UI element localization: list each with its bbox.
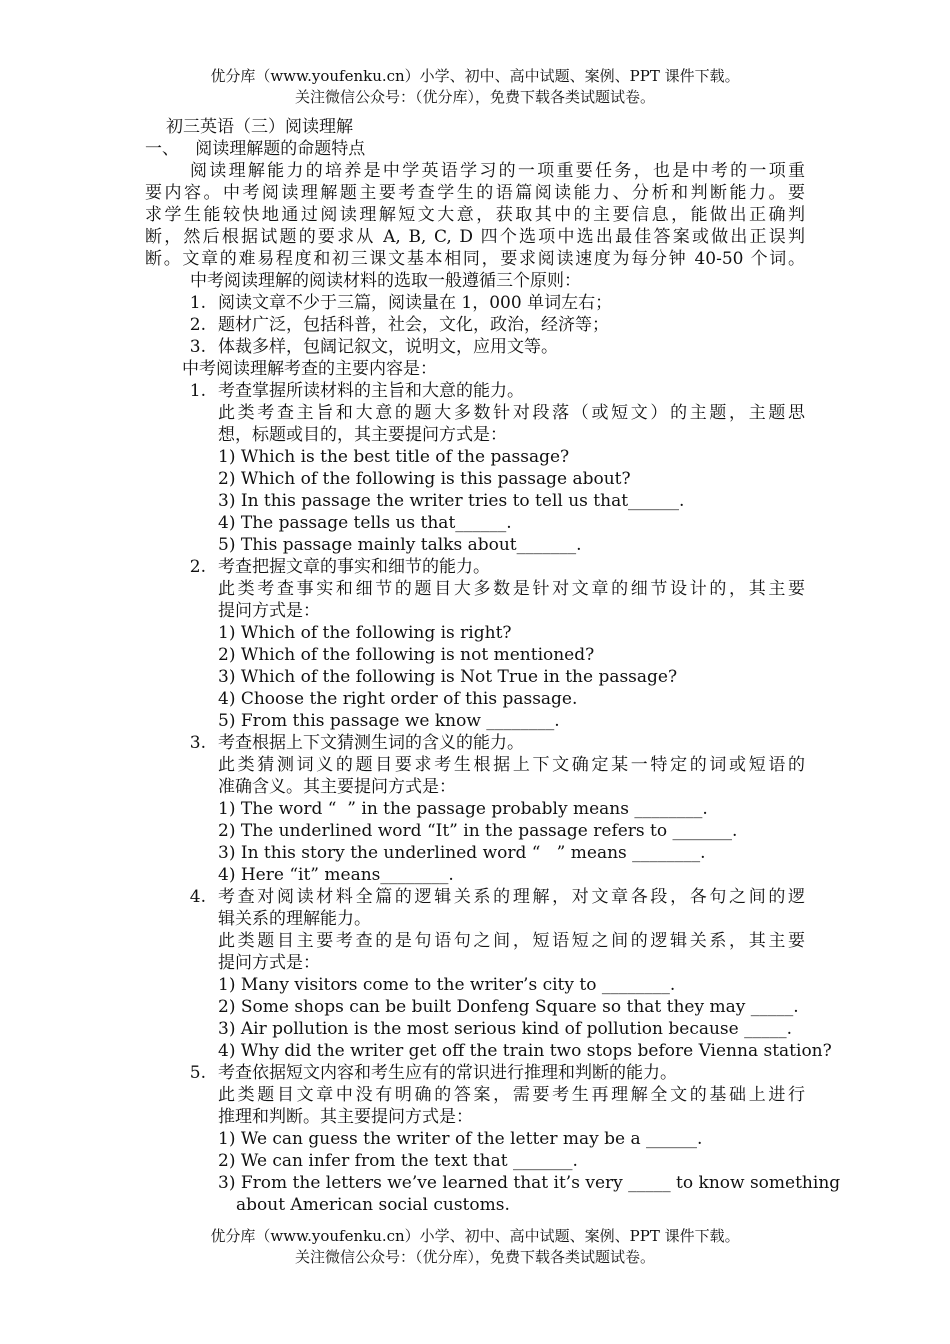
question-line: 2) Which of the following is not mentioned? <box>218 645 595 665</box>
item-desc: 提问方式是： <box>218 601 320 621</box>
list-number: 2. <box>189 557 206 577</box>
item-heading: 考查依据短文内容和考生应有的常识进行推理和判断的能力。 <box>218 1063 677 1083</box>
question-line: 2) The underlined word “It” in the passage refers to _______. <box>218 821 738 841</box>
question-line: 4) The passage tells us that______. <box>218 513 512 533</box>
page-header <box>0 66 950 108</box>
content-intro: 中考阅读理解考查的主要内容是： <box>182 359 437 379</box>
item-desc: 此类题目文章中没有明确的答案，需要考生再理解全文的基础上进行 <box>218 1085 805 1105</box>
question-line: 4) Here “it” means________. <box>218 865 454 885</box>
question-line: 3) In this passage the writer tries to tell us that______. <box>218 491 685 511</box>
question-line: about American social customs. <box>236 1195 510 1215</box>
list-number: 3. <box>189 337 206 357</box>
item-heading: 考查掌握所读材料的主旨和大意的能力。 <box>218 381 524 401</box>
list-number: 4. <box>189 887 206 907</box>
question-line: 3) Which of the following is Not True in the passage? <box>218 667 678 687</box>
question-line: 5) This passage mainly talks about_______. <box>218 535 582 555</box>
doc-title: 初三英语（三）阅读理解 <box>166 117 353 137</box>
intro-line: 断。文章的难易程度和初三课文基本相同，要求阅读速度为每分钟 40-50 个词。 <box>145 249 805 269</box>
question-line: 5) From this passage we know ________. <box>218 711 560 731</box>
question-line: 2) Some shops can be built Donfeng Square so that they may _____. <box>218 997 799 1017</box>
item-desc: 此类猜测词义的题目要求考生根据上下文确定某一特定的词或短语的 <box>218 755 805 775</box>
intro-line: 断，然后根据试题的要求从 A, B, C, D 四个选项中选出最佳答案或做出正误判 <box>145 227 805 247</box>
item-desc: 推理和判断。其主要提问方式是： <box>218 1107 473 1127</box>
question-line: 1) Which of the following is right? <box>218 623 512 643</box>
question-line: 2) Which of the following is this passage about? <box>218 469 631 489</box>
item-desc: 此类考查事实和细节的题目大多数是针对文章的细节设计的，其主要 <box>218 579 805 599</box>
intro-line: 要内容。中考阅读理解题主要考查学生的语篇阅读能力、分析和判断能力。要 <box>145 183 805 203</box>
question-line: 1) The word “ ” in the passage probably means ________. <box>218 799 708 819</box>
principles-intro: 中考阅读理解的阅读材料的选取一般遵循三个原则： <box>190 271 581 291</box>
question-line: 1) Which is the best title of the passage? <box>218 447 570 467</box>
list-number: 3. <box>189 733 206 753</box>
list-number: 1. <box>189 293 206 313</box>
item-desc: 提问方式是： <box>218 953 320 973</box>
item-desc: 想，标题或目的，其主要提问方式是： <box>218 425 507 445</box>
item-heading: 考查对阅读材料全篇的逻辑关系的理解，对文章各段，各句之间的逻 <box>218 887 805 907</box>
header-line-2: 关注微信公众号：（优分库），免费下载各类试题试卷。 <box>294 88 655 106</box>
item-desc: 准确含义。其主要提问方式是： <box>218 777 456 797</box>
list-number: 1. <box>189 381 206 401</box>
item-desc: 此类考查主旨和大意的题大多数针对段落（或短文）的主题，主题思 <box>218 403 805 423</box>
intro-line: 求学生能较快地通过阅读理解短文大意，获取其中的主要信息，能做出正确判 <box>145 205 805 225</box>
principle-text: 体裁多样，包阔记叙文，说明文，应用文等。 <box>218 337 558 357</box>
principle-text: 阅读文章不少于三篇，阅读量在 1，000 单词左右； <box>218 293 613 313</box>
question-line: 3) In this story the underlined word “ ” means ________. <box>218 843 706 863</box>
list-number: 2. <box>189 315 206 335</box>
intro-line: 阅读理解能力的培养是中学英语学习的一项重要任务，也是中考的一项重 <box>190 161 805 181</box>
footer-line-2: 关注微信公众号：（优分库），免费下载各类试题试卷。 <box>294 1248 655 1266</box>
question-line: 4) Why did the writer get off the train two stops before Vienna station? <box>218 1041 832 1061</box>
footer-line-1: 优分库（www.youfenku.cn）小学、初中、高中试题、案例、PPT 课件下载。 <box>210 1227 740 1245</box>
question-line: 3) From the letters we’ve learned that it’s very _____ to know something <box>218 1173 841 1193</box>
question-line: 4) Choose the right order of this passage. <box>218 689 578 709</box>
question-line: 3) Air pollution is the most serious kind of pollution because _____. <box>218 1019 793 1039</box>
question-line: 1) Many visitors come to the writer’s city to ________. <box>218 975 676 995</box>
item-heading: 辑关系的理解能力。 <box>218 909 371 929</box>
section-heading: 一、 阅读理解题的命题特点 <box>145 139 366 159</box>
header-line-1: 优分库（www.youfenku.cn）小学、初中、高中试题、案例、PPT 课件下载。 <box>210 67 740 85</box>
item-heading: 考查根据上下文猜测生词的含义的能力。 <box>218 733 524 753</box>
list-number: 5. <box>189 1063 206 1083</box>
principle-text: 题材广泛，包括科普，社会，文化，政治，经济等； <box>218 315 609 335</box>
question-line: 1) We can guess the writer of the letter may be a ______. <box>218 1129 703 1149</box>
item-desc: 此类题目主要考查的是句语句之间，短语短之间的逻辑关系，其主要 <box>218 931 805 951</box>
question-line: 2) We can infer from the text that _______. <box>218 1151 578 1171</box>
page-footer <box>0 1226 950 1268</box>
item-heading: 考查把握文章的事实和细节的能力。 <box>218 557 490 577</box>
